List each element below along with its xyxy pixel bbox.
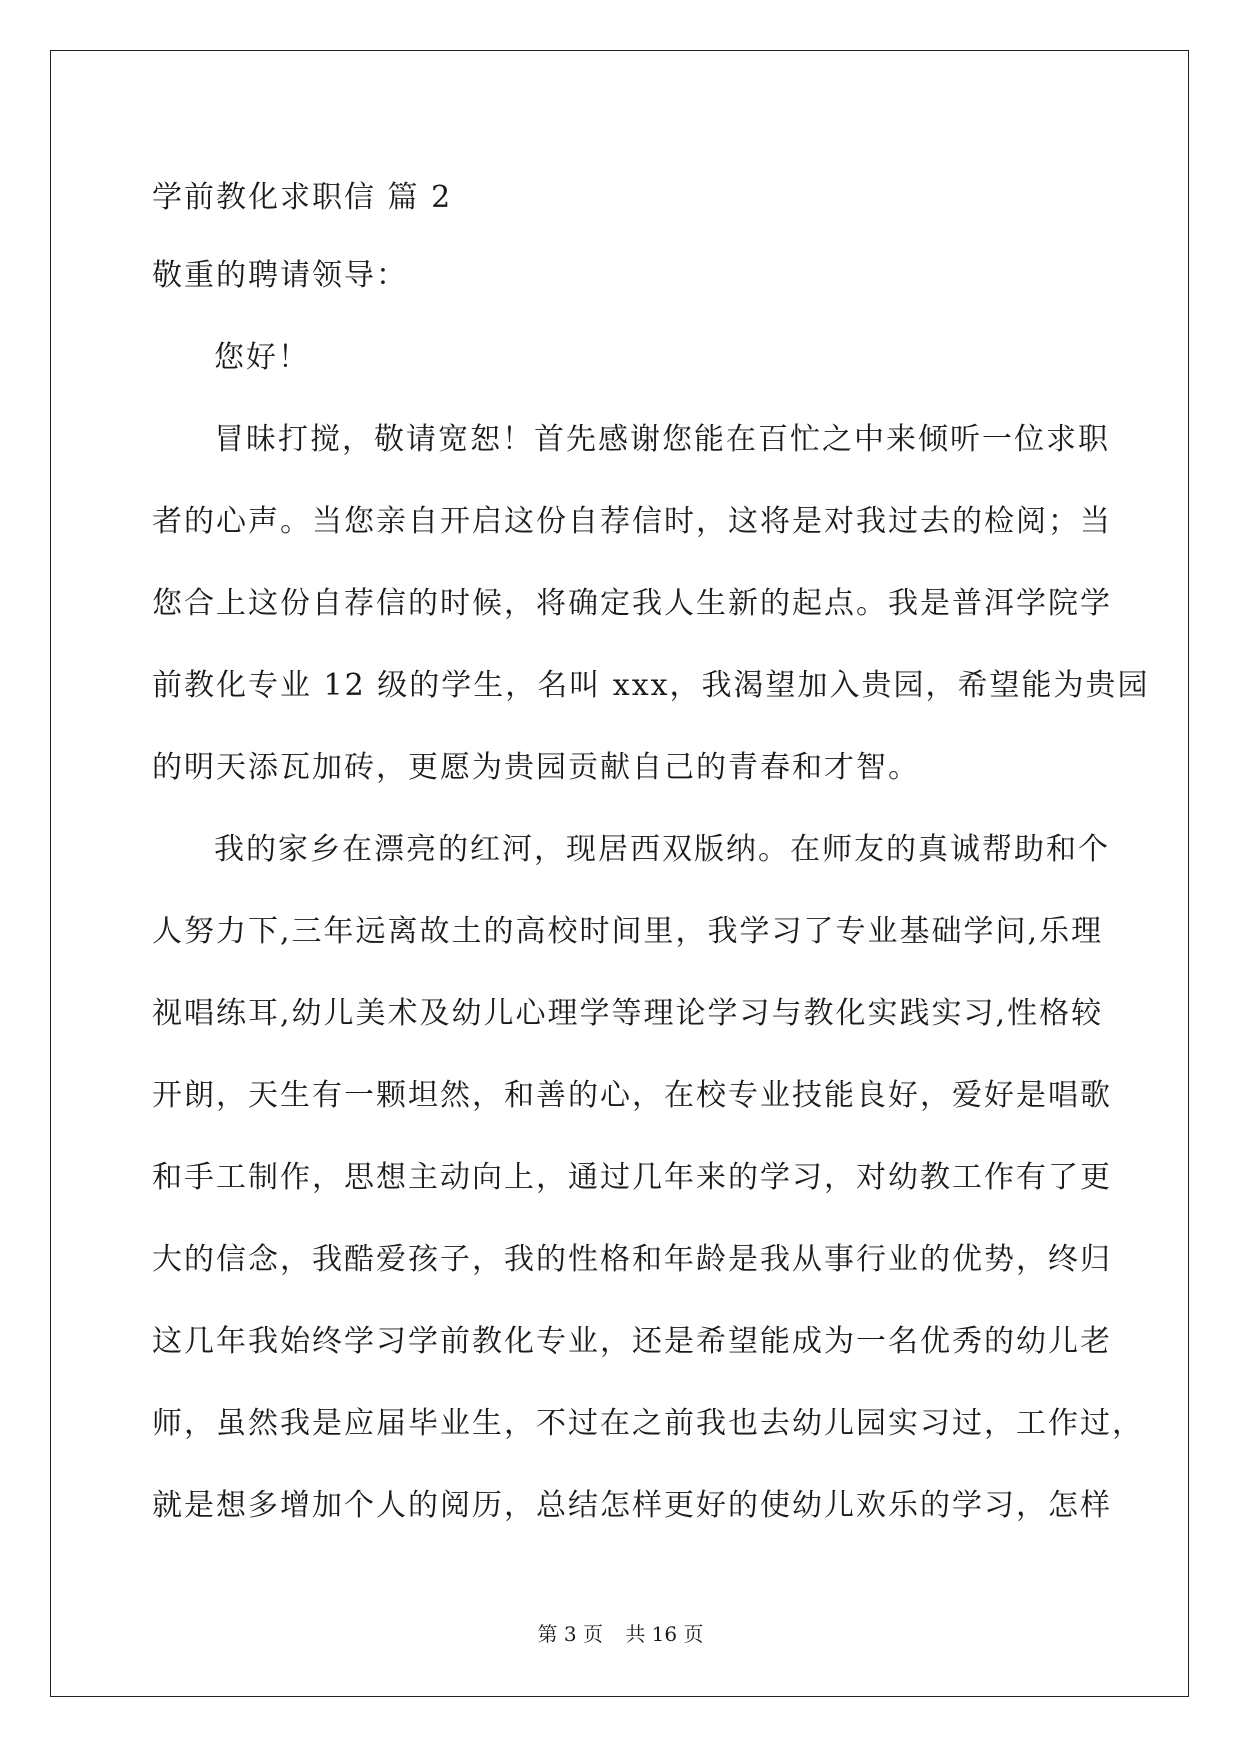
paragraph-line: 我的家乡在漂亮的红河，现居西双版纳。在师友的真诚帮助和个	[214, 832, 1110, 867]
paragraph-line: 者的心声。当您亲自开启这份自荐信时，这将是对我过去的检阅；当	[152, 504, 1112, 539]
document-title: 学前教化求职信 篇 2	[152, 180, 453, 215]
paragraph-line: 视唱练耳,幼儿美术及幼儿心理学等理论学习与教化实践实习,性格较	[152, 996, 1104, 1031]
paragraph-1	[152, 399, 1150, 809]
paragraph-line: 前教化专业 12 级的学生，名叫 xxx，我渴望加入贵园，希望能为贵园	[152, 668, 1150, 703]
page-number: 第 3 页	[537, 1622, 603, 1646]
paragraph-line: 的明天添瓦加砖，更愿为贵园贡献自己的青春和才智。	[152, 750, 920, 785]
paragraph-line: 这几年我始终学习学前教化专业，还是希望能成为一名优秀的幼儿老	[152, 1324, 1112, 1359]
salutation: 敬重的聘请领导：	[152, 258, 408, 293]
paragraph-line: 开朗，天生有一颗坦然，和善的心，在校专业技能良好，爱好是唱歌	[152, 1078, 1112, 1113]
page-footer	[0, 1618, 1241, 1647]
paragraph-line: 就是想多增加个人的阅历，总结怎样更好的使幼儿欢乐的学习，怎样	[152, 1488, 1112, 1523]
paragraph-line: 人努力下,三年远离故土的高校时间里，我学习了专业基础学问,乐理	[152, 914, 1104, 949]
paragraph-line: 师，虽然我是应届毕业生，不过在之前我也去幼儿园实习过，工作过，	[152, 1406, 1144, 1441]
greeting: 您好！	[214, 340, 310, 375]
paragraph-line: 您合上这份自荐信的时候，将确定我人生新的起点。我是普洱学院学	[152, 586, 1112, 621]
paragraph-line: 大的信念，我酷爱孩子，我的性格和年龄是我从事行业的优势，终归	[152, 1242, 1112, 1277]
paragraph-2	[152, 809, 1144, 1547]
paragraph-line: 和手工制作，思想主动向上，通过几年来的学习，对幼教工作有了更	[152, 1160, 1112, 1195]
document-body	[152, 160, 1150, 1547]
page-total: 共 16 页	[625, 1622, 704, 1646]
paragraph-line: 冒昧打搅，敬请宽恕！首先感谢您能在百忙之中来倾听一位求职	[214, 422, 1110, 457]
